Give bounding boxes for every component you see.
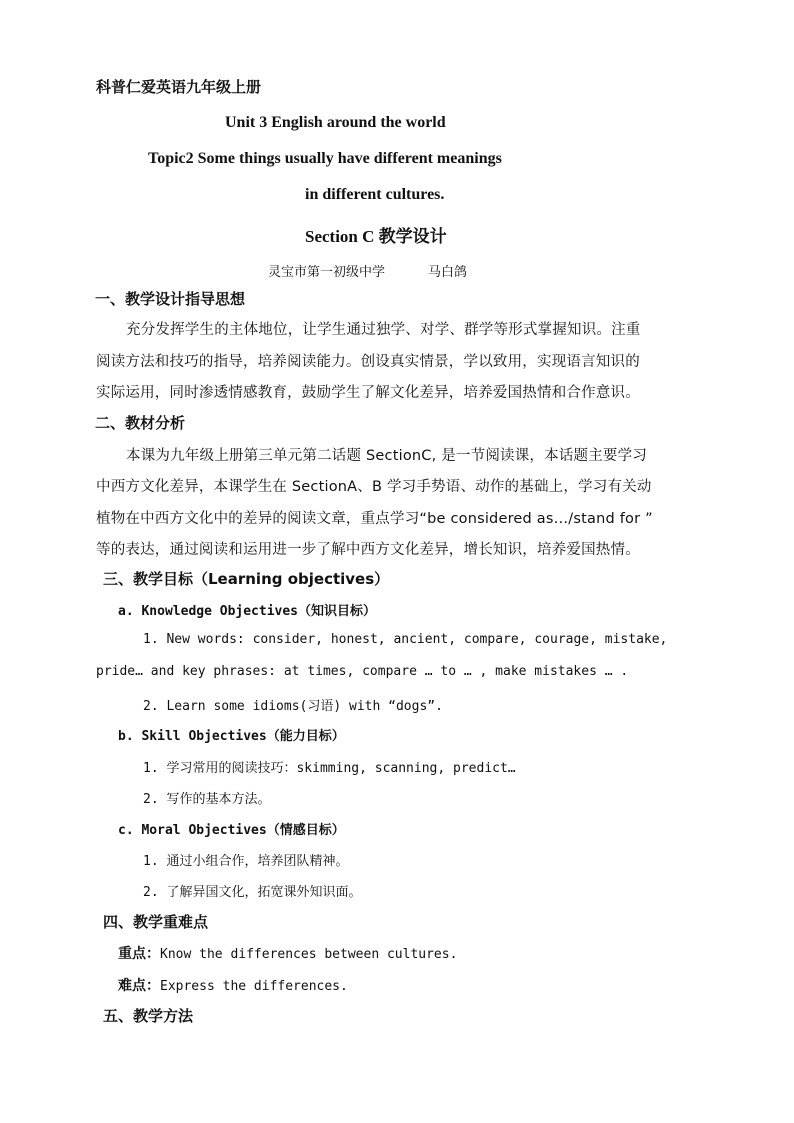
section-1-paragraph-line: 阅读方法和技巧的指导，培养阅读能力。创设真实情景，学以致用，实现语言知识的 xyxy=(96,354,640,370)
course-title: 科普仁爱英语九年级上册 xyxy=(96,78,262,96)
knowledge-objectives-heading: a. Knowledge Objectives（知识目标） xyxy=(118,604,377,619)
skill-objective-item: 1. 学习常用的阅读技巧：skimming, scanning, predict… xyxy=(143,761,516,776)
section-2-heading: 二、教材分析 xyxy=(95,414,186,432)
section-2-paragraph-line: 中西方文化差异，本课学生在 SectionA、B 学习手势语、动作的基础上，学习有关动 xyxy=(96,479,652,495)
section-5-heading: 五、教学方法 xyxy=(103,1007,194,1025)
unit-title: Unit 3 English around the world xyxy=(225,114,446,131)
section-2-paragraph-line: 植物在中西方文化中的差异的阅读文章，重点学习“be considered as…/stand for ” xyxy=(96,511,653,527)
key-point-line xyxy=(118,943,457,963)
section-2-paragraph-line: 等的表达，通过阅读和运用进一步了解中西方文化差异，增长知识，培养爱国热情。 xyxy=(96,542,640,558)
section-title: Section C 教学设计 xyxy=(305,227,447,246)
skill-objectives-heading: b. Skill Objectives（能力目标） xyxy=(118,729,345,744)
moral-objectives-heading: c. Moral Objectives（情感目标） xyxy=(118,823,345,838)
key-point-label: 重点： xyxy=(118,946,160,962)
difficult-point-line xyxy=(118,975,348,995)
moral-objective-item: 2. 了解异国文化，拓宽课外知识面。 xyxy=(143,885,362,900)
section-4-heading: 四、教学重难点 xyxy=(103,913,209,931)
topic-title-line2: in different cultures. xyxy=(305,186,445,203)
section-1-paragraph-line: 实际运用，同时渗透情感教育，鼓励学生了解文化差异，培养爱国热情和合作意识。 xyxy=(96,385,640,401)
knowledge-objective-item: 1. New words: consider, honest, ancient, compare, courage, mistake, xyxy=(143,632,668,647)
key-point-text: Know the differences between cultures. xyxy=(160,947,458,962)
skill-objective-item: 2. 写作的基本方法。 xyxy=(143,792,271,807)
section-1-paragraph-line: 充分发挥学生的主体地位，让学生通过独学、对学、群学等形式掌握知识。注重 xyxy=(126,322,641,338)
topic-title-line1: Topic2 Some things usually have different meanings xyxy=(148,150,502,167)
school-name: 灵宝市第一初级中学 xyxy=(268,265,386,280)
author-name: 马白鸽 xyxy=(428,265,468,280)
knowledge-objective-item: 2. Learn some idioms(习语) with “dogs”. xyxy=(143,699,443,714)
section-3-heading: 三、教学目标（Learning objectives） xyxy=(103,570,390,588)
section-2-paragraph-line: 本课为九年级上册第三单元第二话题 SectionC, 是一节阅读课，本话题主要学习 xyxy=(126,448,648,464)
section-1-heading: 一、教学设计指导思想 xyxy=(95,290,246,308)
moral-objective-item: 1. 通过小组合作，培养团队精神。 xyxy=(143,854,349,869)
knowledge-objective-item: pride… and key phrases: at times, compare … to … , make mistakes … . xyxy=(96,664,629,679)
difficult-point-label: 难点： xyxy=(118,978,160,994)
difficult-point-text: Express the differences. xyxy=(160,979,348,994)
